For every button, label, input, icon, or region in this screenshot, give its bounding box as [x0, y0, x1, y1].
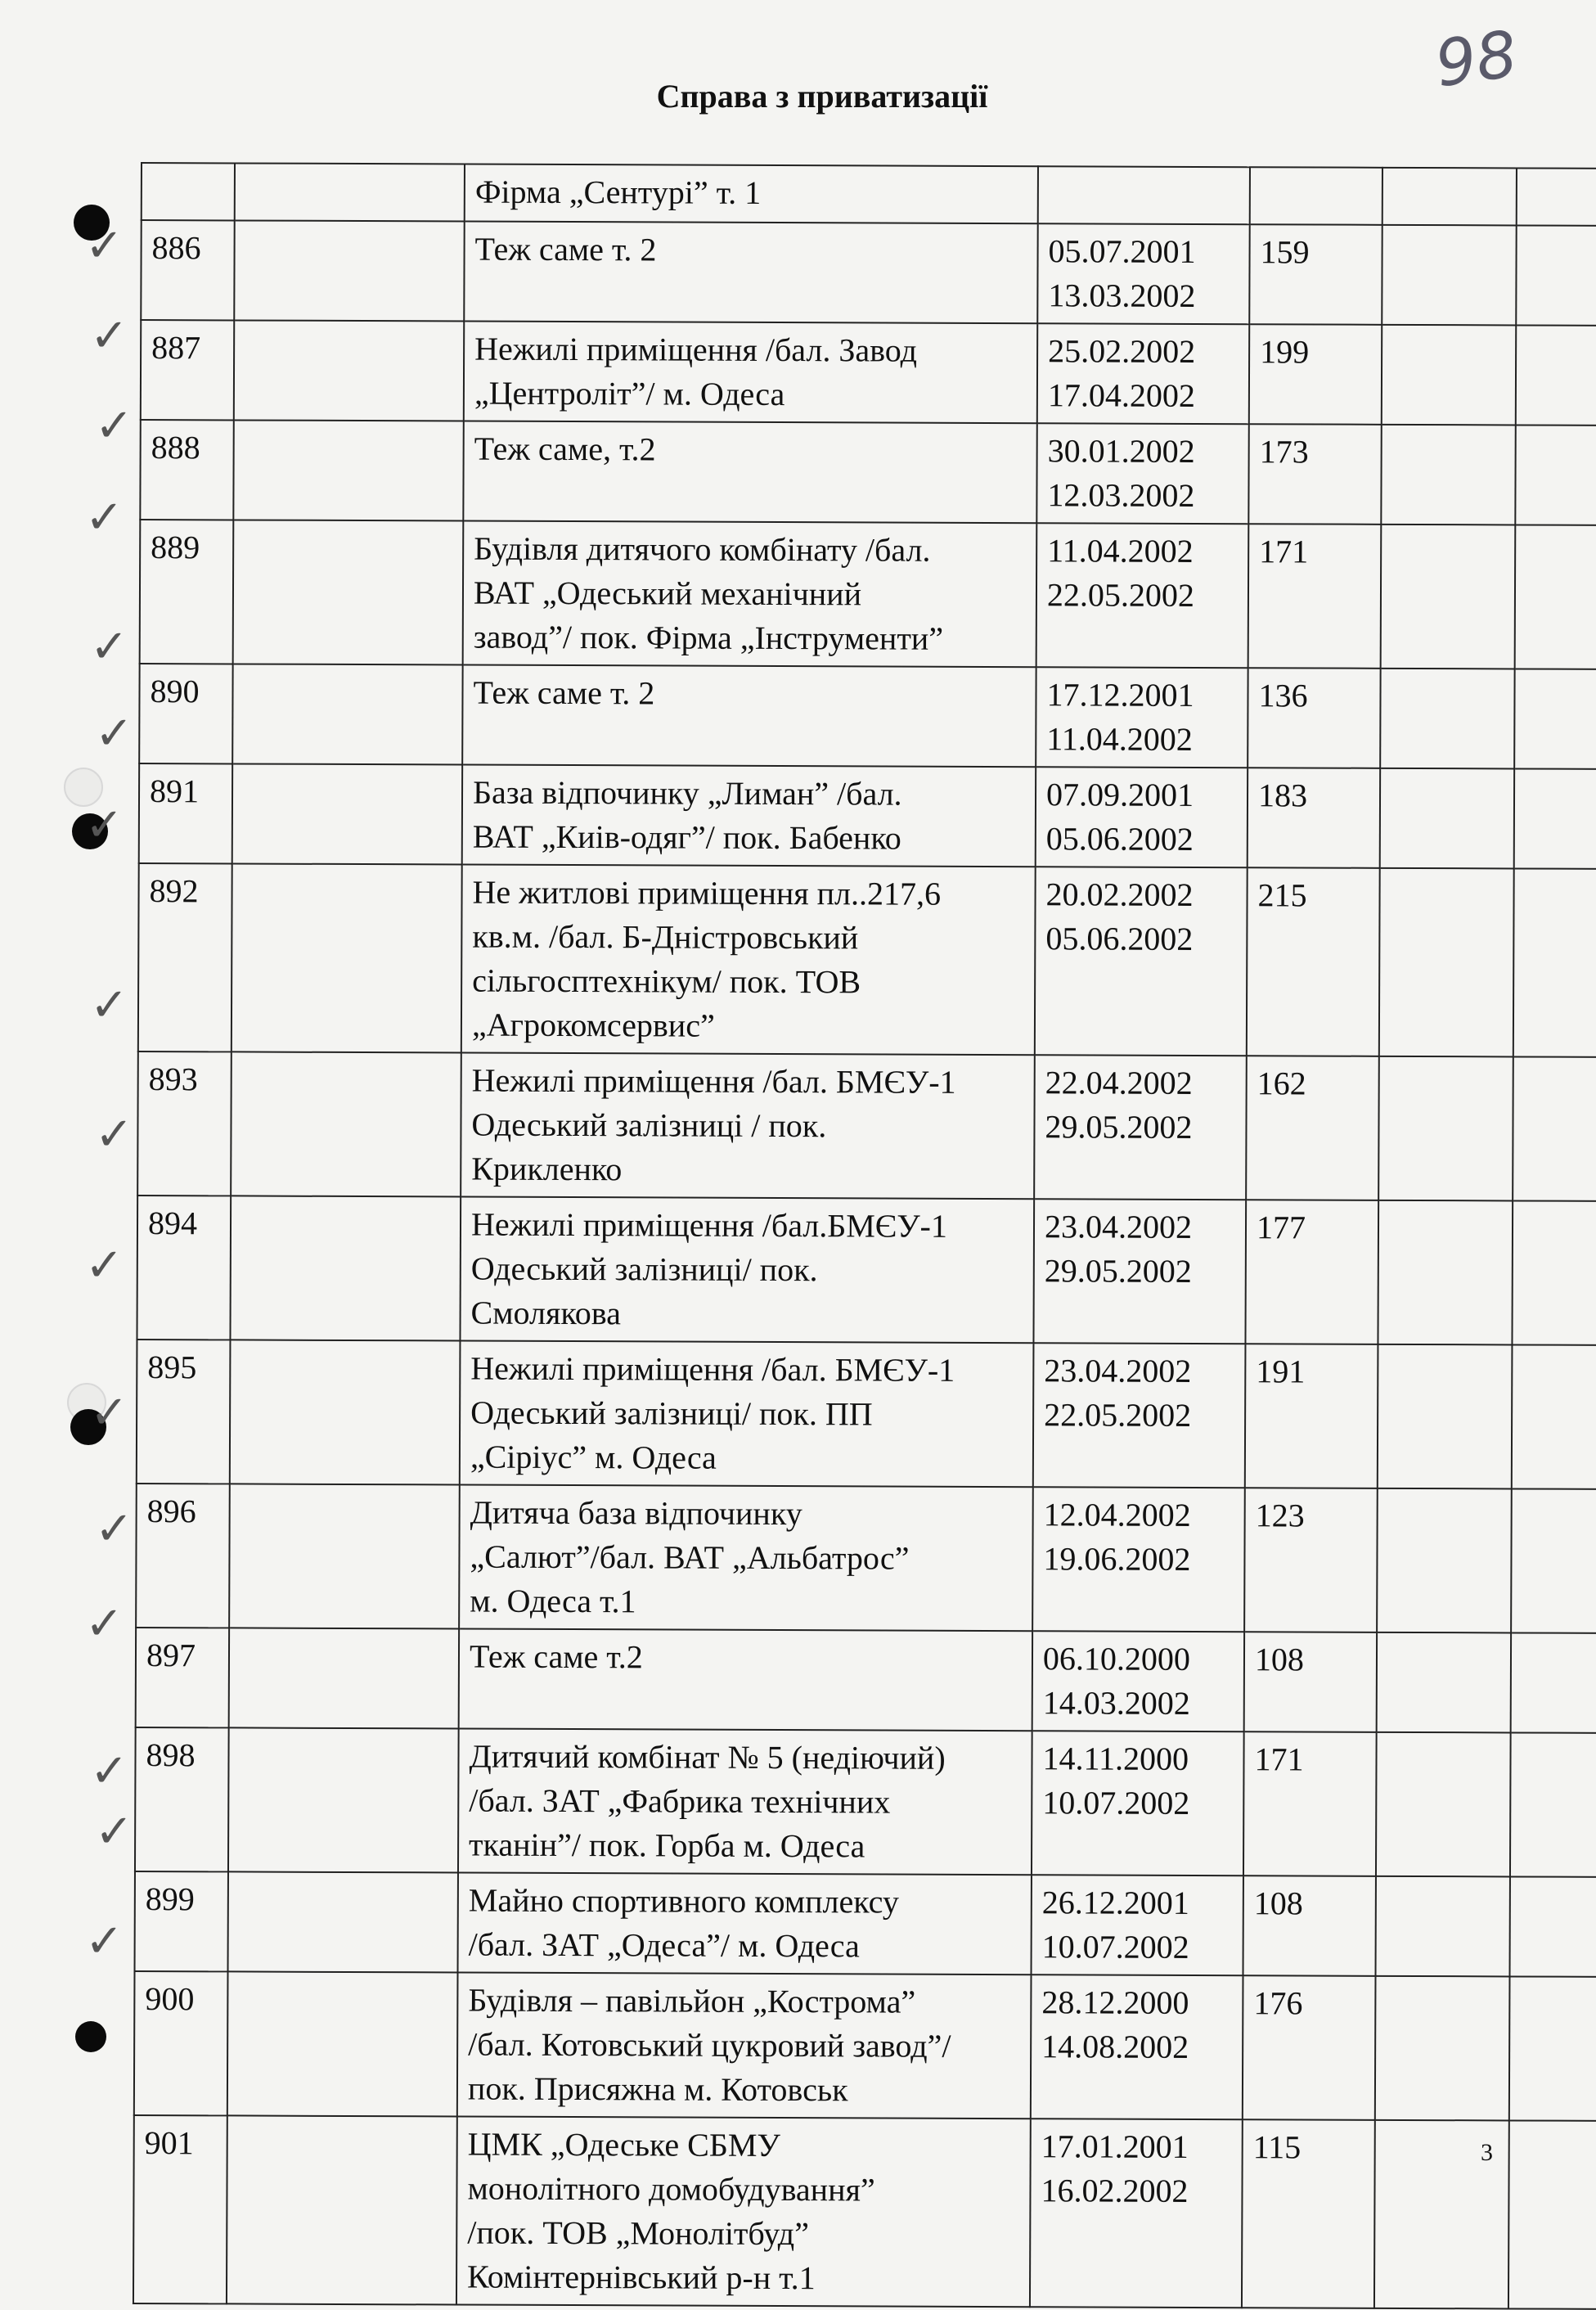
description-line: Комінтернівський р-н т.1	[466, 2258, 816, 2297]
description-line: Крикленко	[471, 1150, 623, 1188]
description-cell	[457, 1973, 1032, 2119]
description-line: „Сіріус” м. Одеса	[470, 1438, 717, 1476]
empty-cell	[1517, 168, 1596, 226]
description-line: „Центроліт”/ м. Одеса	[474, 374, 785, 413]
description-line: Фірма „Сентурі” т. 1	[474, 173, 762, 211]
description-line: База відпочинку „Лиман” /бал.	[472, 773, 902, 813]
table-row	[140, 420, 1596, 525]
date-line: 12.04.2002	[1043, 1496, 1191, 1533]
dates-cell	[1032, 1631, 1244, 1731]
case-number-cell: 900	[134, 1971, 228, 2115]
check-mark-icon: ✓	[95, 707, 133, 760]
empty-cell	[1510, 1732, 1596, 1877]
margin-marks	[0, 0, 155, 2262]
case-number-cell: 892	[138, 863, 232, 1051]
empty-cell	[1376, 1732, 1511, 1877]
case-number-cell: 891	[139, 763, 232, 863]
description-cell	[463, 521, 1037, 668]
empty-cell	[1382, 225, 1516, 326]
table-row	[137, 1340, 1596, 1489]
date-line: 05.07.2001	[1048, 232, 1196, 270]
date-line: 13.03.2002	[1048, 277, 1196, 314]
table-row	[141, 320, 1596, 426]
description-line: Одеський залізниці/ пок. ПП	[470, 1394, 873, 1433]
date-line: 25.02.2002	[1048, 332, 1196, 370]
empty-cell	[1382, 168, 1517, 226]
page-count-cell: 191	[1245, 1344, 1378, 1488]
description-cell	[460, 1197, 1034, 1344]
description-line: м. Одеса т.1	[470, 1582, 636, 1620]
description-cell	[459, 1485, 1033, 1632]
description-cell	[459, 1629, 1032, 1731]
description-cell	[460, 1341, 1034, 1488]
punch-hole-icon	[75, 2021, 106, 2052]
empty-cell	[1509, 1876, 1596, 1977]
date-line: 14.03.2002	[1042, 1684, 1190, 1722]
blank-cell	[234, 220, 464, 321]
date-line: 05.06.2002	[1045, 920, 1194, 957]
page-count-cell: 171	[1248, 524, 1382, 669]
check-mark-icon: ✓	[90, 309, 128, 362]
check-mark-icon: ✓	[95, 399, 133, 453]
description-line: /бал. ЗАТ „Фабрика технічних	[469, 1781, 891, 1821]
empty-cell	[1516, 225, 1596, 326]
empty-cell	[1375, 1876, 1509, 1977]
table-row	[140, 520, 1596, 669]
description-cell	[456, 2117, 1031, 2308]
check-mark-icon: ✓	[85, 1597, 124, 1650]
empty-cell	[1381, 525, 1516, 669]
description-line: ВАТ „Одеський механічний	[473, 574, 862, 613]
check-mark-icon: ✓	[90, 1386, 128, 1439]
date-line: 14.11.2000	[1042, 1740, 1189, 1777]
case-number-cell: 897	[136, 1628, 229, 1727]
blank-cell	[228, 1727, 459, 1872]
dates-cell	[1031, 1975, 1243, 2119]
table-row	[141, 220, 1596, 326]
date-line: 10.07.2002	[1042, 1784, 1190, 1821]
description-line: Нежилі приміщення /бал. Завод	[474, 330, 918, 369]
date-line: 17.04.2002	[1047, 376, 1195, 414]
dates-cell	[1035, 867, 1248, 1056]
date-line: 30.01.2002	[1047, 432, 1195, 470]
date-line: 10.07.2002	[1041, 1928, 1189, 1966]
case-number-cell: 886	[141, 220, 234, 320]
description-cell	[458, 1873, 1032, 1975]
description-line: Майно спортивного комплексу	[468, 1881, 900, 1920]
blank-cell	[234, 320, 464, 421]
check-mark-icon: ✓	[90, 1745, 128, 1798]
empty-cell	[1511, 1488, 1596, 1633]
case-number-cell: 894	[137, 1196, 231, 1340]
privatization-registry-table	[133, 162, 1596, 2310]
case-number-cell: 898	[135, 1727, 229, 1871]
date-line: 11.04.2002	[1046, 720, 1193, 758]
blank-cell	[232, 664, 462, 764]
date-line: 22.05.2002	[1046, 576, 1195, 614]
empty-cell	[1516, 325, 1596, 426]
dates-cell	[1034, 1055, 1247, 1200]
check-mark-icon: ✓	[95, 1805, 133, 1858]
table-row	[135, 1727, 1596, 1877]
page-title: Справа з приватизації	[656, 78, 988, 115]
blank-cell	[228, 1871, 458, 1972]
page-number: 3	[1481, 2139, 1493, 2166]
dates-cell	[1032, 1875, 1243, 1975]
empty-cell	[1515, 425, 1596, 525]
empty-cell	[1515, 525, 1596, 669]
empty-cell	[1512, 1200, 1596, 1345]
page-count-cell: 176	[1243, 1975, 1376, 2120]
blank-cell	[231, 1051, 461, 1196]
description-line: /пок. ТОВ „Монолітбуд”	[467, 2213, 809, 2253]
description-line: ВАТ „Киів-одяг”/ пок. Бабенко	[472, 817, 901, 857]
dates-cell	[1036, 767, 1248, 867]
page-count-cell: 199	[1249, 324, 1382, 425]
description-line: Одеський залізниці/ пок.	[470, 1250, 818, 1289]
description-cell	[461, 865, 1036, 1056]
date-line: 29.05.2002	[1045, 1108, 1193, 1146]
check-mark-icon: ✓	[95, 1502, 133, 1556]
dates-cell	[1032, 1487, 1245, 1632]
description-line: сільгосптехнікум/ пок. ТОВ	[472, 961, 861, 1001]
date-line: 06.10.2000	[1042, 1640, 1191, 1677]
case-number-cell: 893	[137, 1051, 232, 1196]
description-cell	[464, 322, 1037, 424]
dates-cell	[1030, 2119, 1243, 2308]
description-cell	[461, 1053, 1035, 1200]
blank-cell	[230, 1196, 461, 1340]
page-count-cell: 173	[1248, 424, 1381, 525]
table-row	[135, 1871, 1596, 1977]
check-mark-icon: ✓	[85, 1239, 124, 1292]
description-cell	[464, 222, 1037, 324]
check-mark-icon: ✓	[85, 799, 124, 852]
page-count-cell: 108	[1243, 1875, 1376, 1976]
empty-cell	[1514, 669, 1596, 769]
blank-cell	[227, 2115, 457, 2304]
table-row	[138, 863, 1596, 1057]
description-line: Нежилі приміщення /бал. БМЄУ-1	[471, 1061, 956, 1101]
description-line: Теж саме т. 2	[473, 673, 655, 712]
dates-cell	[1036, 667, 1248, 768]
empty-cell	[1512, 1344, 1596, 1489]
check-mark-icon: ✓	[85, 219, 124, 272]
description-line: ЦМК „Одеське СБМУ	[467, 2125, 780, 2164]
table-row	[137, 1196, 1596, 1345]
date-line: 05.06.2002	[1045, 820, 1194, 858]
description-cell	[458, 1729, 1032, 1875]
page-count-cell: 162	[1246, 1056, 1379, 1200]
empty-cell	[1375, 1976, 1510, 2121]
empty-cell	[1378, 1344, 1513, 1489]
page-count-cell: 171	[1243, 1731, 1377, 1876]
blank-cell	[233, 420, 463, 520]
date-line: 28.12.2000	[1041, 1984, 1189, 2021]
blank-cell	[232, 763, 462, 864]
date-line: 12.03.2002	[1047, 476, 1195, 514]
empty-cell	[1514, 768, 1596, 869]
page-count-cell: 183	[1248, 768, 1380, 868]
empty-cell	[1379, 868, 1514, 1057]
description-line: тканін”/ пок. Горба м. Одеса	[469, 1826, 865, 1865]
case-number-cell: 887	[141, 320, 234, 420]
date-line: 14.08.2002	[1041, 2028, 1189, 2065]
page-count-cell: 215	[1247, 867, 1380, 1056]
case-number-cell: 901	[133, 2115, 227, 2303]
description-line: „Салют”/бал. ВАТ „Альбатрос”	[470, 1538, 910, 1577]
case-number-cell: 895	[137, 1340, 231, 1484]
dates-cell	[1032, 1731, 1244, 1875]
date-line: 29.05.2002	[1044, 1252, 1192, 1290]
description-cell	[465, 164, 1038, 224]
description-line: пок. Присяжна м. Котовськ	[467, 2069, 848, 2109]
dates-cell	[1038, 166, 1250, 224]
date-line: 11.04.2002	[1047, 532, 1194, 570]
case-number-cell: 899	[135, 1871, 228, 1971]
page-count-cell: 123	[1244, 1488, 1378, 1632]
dates-cell	[1033, 1199, 1246, 1344]
empty-cell	[1377, 1488, 1512, 1633]
description-line: кв.м. /бал. Б-Дністровський	[472, 917, 859, 957]
dates-cell	[1033, 1343, 1246, 1488]
date-line: 07.09.2001	[1045, 776, 1194, 813]
description-line: Теж саме т.2	[469, 1637, 643, 1676]
description-line: Дитячий комбінат № 5 (недіючий)	[469, 1737, 946, 1776]
date-line: 22.05.2002	[1044, 1396, 1192, 1434]
empty-cell	[1380, 669, 1514, 769]
description-line: монолітного домобудування”	[467, 2169, 875, 2209]
blank-cell	[232, 863, 462, 1052]
empty-cell	[1380, 768, 1514, 869]
check-mark-icon: ✓	[85, 1915, 124, 1968]
description-line: /бал. Котовський цукровий завод”/	[468, 2025, 951, 2065]
date-line: 19.06.2002	[1043, 1540, 1191, 1578]
empty-cell	[1509, 1976, 1596, 2121]
date-line: 22.04.2002	[1045, 1064, 1193, 1101]
table-row	[137, 1051, 1596, 1201]
page-count-cell: 108	[1244, 1632, 1377, 1732]
description-line: Смолякова	[470, 1294, 622, 1332]
description-line: Будівля – павільйон „Кострома”	[468, 1981, 916, 2020]
table-row	[133, 2115, 1596, 2309]
dates-cell	[1037, 223, 1249, 324]
table-row	[139, 664, 1596, 769]
date-line: 23.04.2002	[1044, 1208, 1193, 1245]
blank-cell	[233, 520, 464, 664]
description-line: Будівля дитячого комбінату /бал.	[474, 529, 931, 569]
table-row	[139, 763, 1596, 869]
empty-cell	[1513, 1056, 1596, 1201]
date-line: 17.12.2001	[1046, 676, 1194, 714]
description-line: завод”/ пок. Фірма „Інструменти”	[473, 618, 944, 657]
case-number-cell: 896	[136, 1484, 230, 1628]
table-row	[136, 1484, 1596, 1633]
blank-cell	[227, 1971, 458, 2116]
page-count-cell: 159	[1249, 224, 1382, 325]
date-line: 26.12.2001	[1041, 1884, 1189, 1921]
date-line	[1049, 172, 1241, 173]
empty-cell	[1508, 2120, 1596, 2309]
page-count-cell: 136	[1248, 668, 1380, 768]
empty-cell	[1513, 868, 1596, 1057]
page-count-cell: 177	[1245, 1200, 1378, 1344]
blank-cell	[229, 1628, 459, 1728]
date-line: 17.01.2001	[1041, 2128, 1189, 2165]
table-row	[142, 163, 1596, 226]
case-number-cell: 889	[140, 520, 234, 664]
date-line: 20.02.2002	[1045, 876, 1194, 913]
blank-cell	[229, 1484, 460, 1628]
description-line: Нежилі приміщення /бал. БМЄУ-1	[470, 1349, 955, 1389]
description-line: Нежилі приміщення /бал.БМЄУ-1	[470, 1205, 947, 1245]
description-line: Теж саме, т.2	[474, 430, 656, 468]
empty-cell	[1511, 1632, 1596, 1733]
dates-cell	[1037, 323, 1249, 424]
case-number-cell: 890	[139, 664, 232, 763]
description-line: Дитяча база відпочинку	[470, 1493, 802, 1533]
check-mark-icon: ✓	[95, 1108, 133, 1161]
empty-cell	[1378, 1200, 1513, 1345]
dates-cell	[1036, 423, 1248, 524]
empty-cell	[1382, 325, 1516, 426]
check-mark-icon: ✓	[90, 979, 128, 1032]
case-number-cell: 888	[140, 420, 233, 520]
page-count-cell	[1250, 167, 1382, 225]
check-mark-icon: ✓	[90, 620, 128, 673]
page-count-cell: 115	[1242, 2119, 1375, 2308]
description-line: Одеський залізниці / пок.	[471, 1105, 827, 1145]
date-line: 23.04.2002	[1044, 1352, 1192, 1389]
blank-cell	[230, 1340, 461, 1484]
dates-cell	[1036, 523, 1249, 668]
empty-cell	[1381, 425, 1515, 525]
date-line: 16.02.2002	[1041, 2172, 1189, 2209]
check-mark-icon: ✓	[85, 491, 124, 544]
description-cell	[462, 765, 1036, 867]
description-cell	[462, 665, 1036, 768]
description-line: Не житлові приміщення пл..217,6	[472, 873, 942, 912]
handwritten-page-number: 98	[1431, 17, 1522, 102]
description-line: /бал. ЗАТ „Одеса”/ м. Одеса	[468, 1925, 860, 1965]
table-row	[134, 1971, 1596, 2121]
description-line: Теж саме т. 2	[474, 230, 657, 268]
blank-cell	[235, 163, 465, 221]
empty-cell	[1377, 1632, 1511, 1733]
empty-cell	[1378, 1056, 1513, 1201]
description-line: „Агрокомсервис”	[471, 1006, 715, 1044]
table-row	[136, 1628, 1596, 1733]
description-cell	[463, 421, 1036, 524]
